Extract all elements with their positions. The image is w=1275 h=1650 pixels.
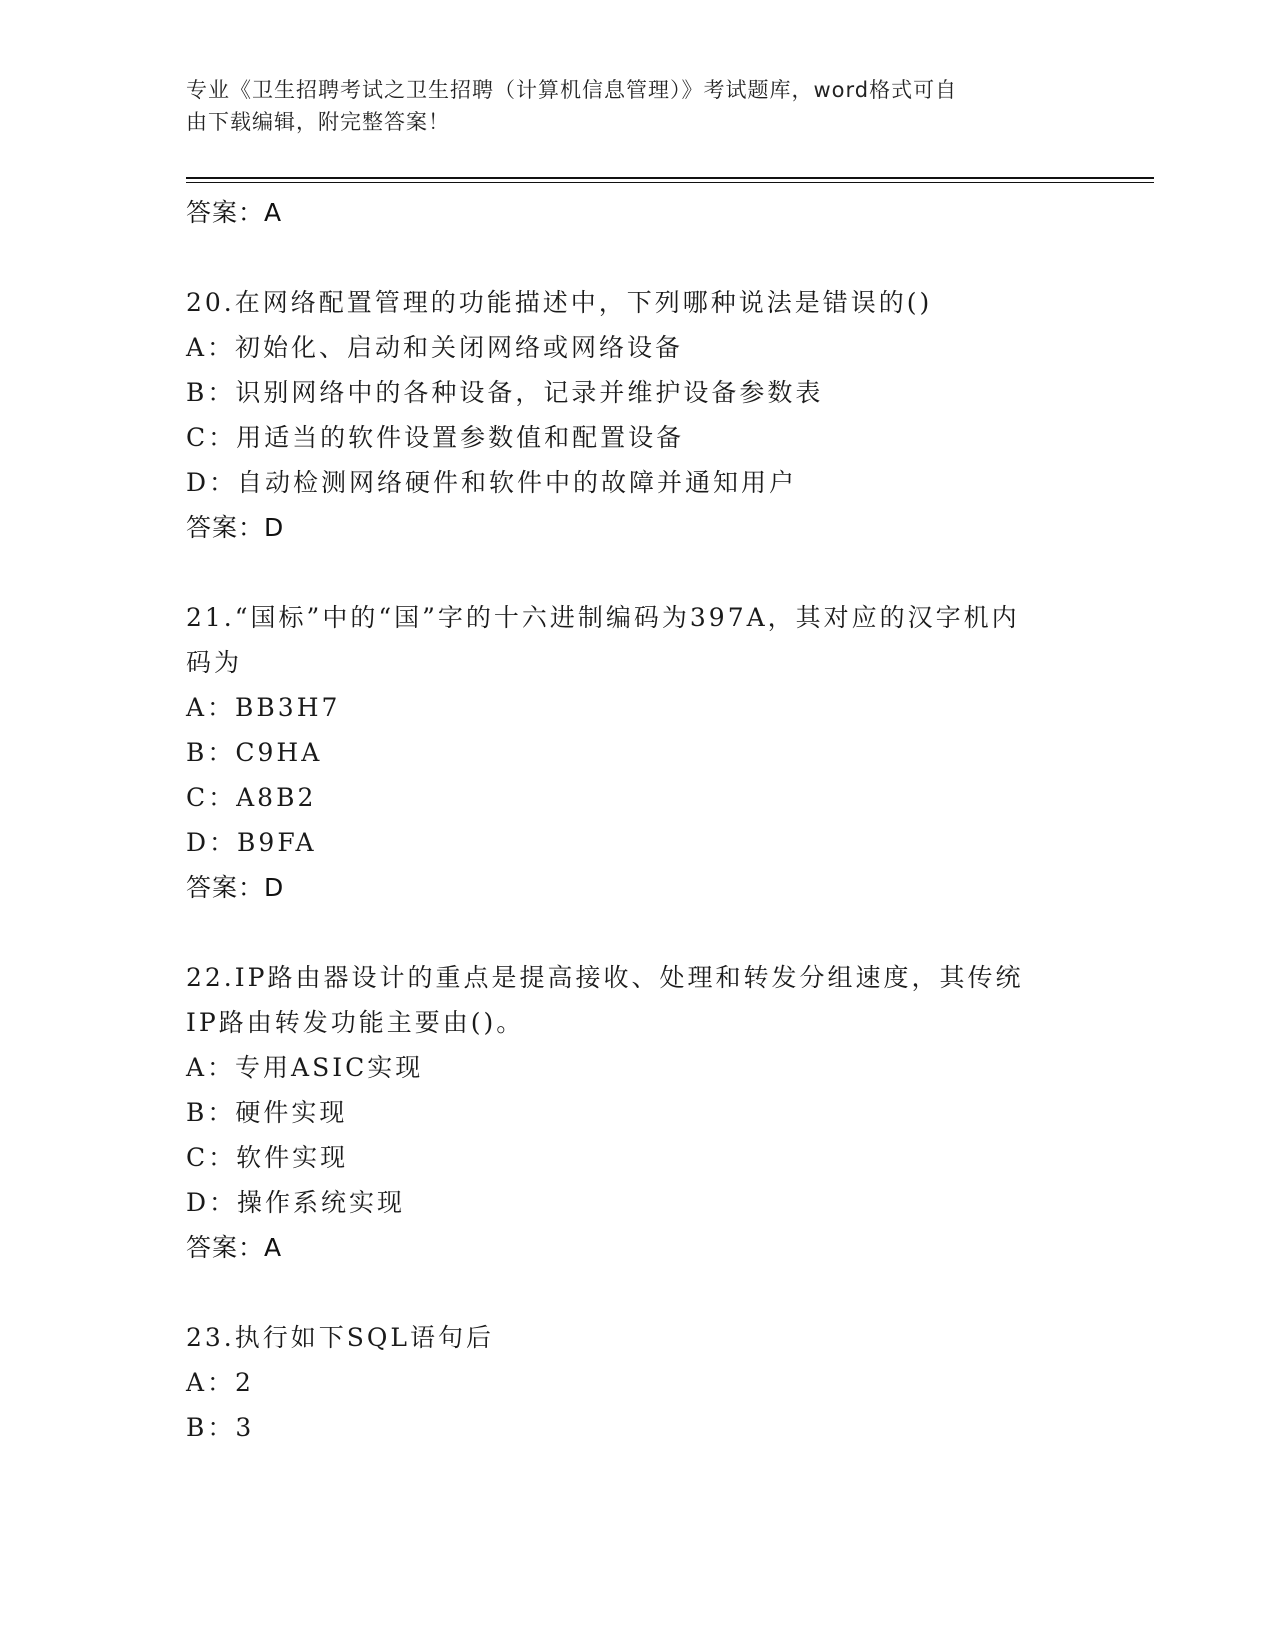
option-a: A：BB3H7 <box>186 693 341 722</box>
header-divider-thin <box>186 182 1154 183</box>
question-text <box>186 1315 1086 1360</box>
option-a: A：初始化、启动和关闭网络或网络设备 <box>186 333 684 362</box>
option-b: B：3 <box>186 1413 255 1442</box>
question-list <box>186 190 1086 1450</box>
question-line-1: “国标”中的“国”字的十六进制编码为397A，其对应的汉字机内 <box>234 603 1020 632</box>
question-line-2: IP路由转发功能主要由()。 <box>186 1008 525 1037</box>
option-a: A：2 <box>186 1368 254 1397</box>
option-d: D：B9FA <box>186 828 317 857</box>
question-line-2: 码为 <box>186 648 243 677</box>
option-b: B：识别网络中的各种设备，记录并维护设备参数表 <box>186 378 824 407</box>
header-line-2: 由下载编辑，附完整答案！ <box>186 110 450 134</box>
option-c: C：用适当的软件设置参数值和配置设备 <box>186 423 685 452</box>
answer-line: 答案：A <box>186 198 283 227</box>
question-line-1: IP路由器设计的重点是提高接收、处理和转发分组速度，其传统 <box>234 963 1024 992</box>
spacer <box>186 1271 1086 1315</box>
question-block <box>186 1315 1086 1450</box>
question-line: 在网络配置管理的功能描述中，下列哪种说法是错误的() <box>234 288 933 317</box>
spacer <box>186 911 1086 955</box>
question-line <box>186 595 1086 640</box>
question-line: 执行如下SQL语句后 <box>234 1323 494 1352</box>
question-text <box>186 595 1086 685</box>
option-a: A：专用ASIC实现 <box>186 1053 424 1082</box>
question-text <box>186 955 1086 1045</box>
question-number: 22. <box>186 963 235 992</box>
page-header <box>186 74 1066 138</box>
question-line <box>186 955 1086 1000</box>
question-block <box>186 280 1086 551</box>
question-number: 23. <box>186 1323 235 1352</box>
question-text <box>186 280 1086 325</box>
answer-line: 答案：D <box>186 873 285 902</box>
header-divider-thick <box>186 177 1154 179</box>
answer-line: 答案：D <box>186 513 285 542</box>
option-b: B：硬件实现 <box>186 1098 348 1127</box>
question-block <box>186 955 1086 1271</box>
option-c: C：软件实现 <box>186 1143 349 1172</box>
spacer <box>186 551 1086 595</box>
option-d: D：操作系统实现 <box>186 1188 406 1217</box>
answer-line: 答案：A <box>186 1233 283 1262</box>
option-c: C：A8B2 <box>186 783 317 812</box>
header-line-1: 专业《卫生招聘考试之卫生招聘（计算机信息管理）》考试题库，word格式可自 <box>186 78 958 102</box>
question-block <box>186 595 1086 911</box>
question-number: 21. <box>186 603 235 632</box>
option-b: B：C9HA <box>186 738 323 767</box>
option-d: D：自动检测网络硬件和软件中的故障并通知用户 <box>186 468 798 497</box>
question-number: 20. <box>186 288 235 317</box>
spacer <box>186 236 1086 280</box>
